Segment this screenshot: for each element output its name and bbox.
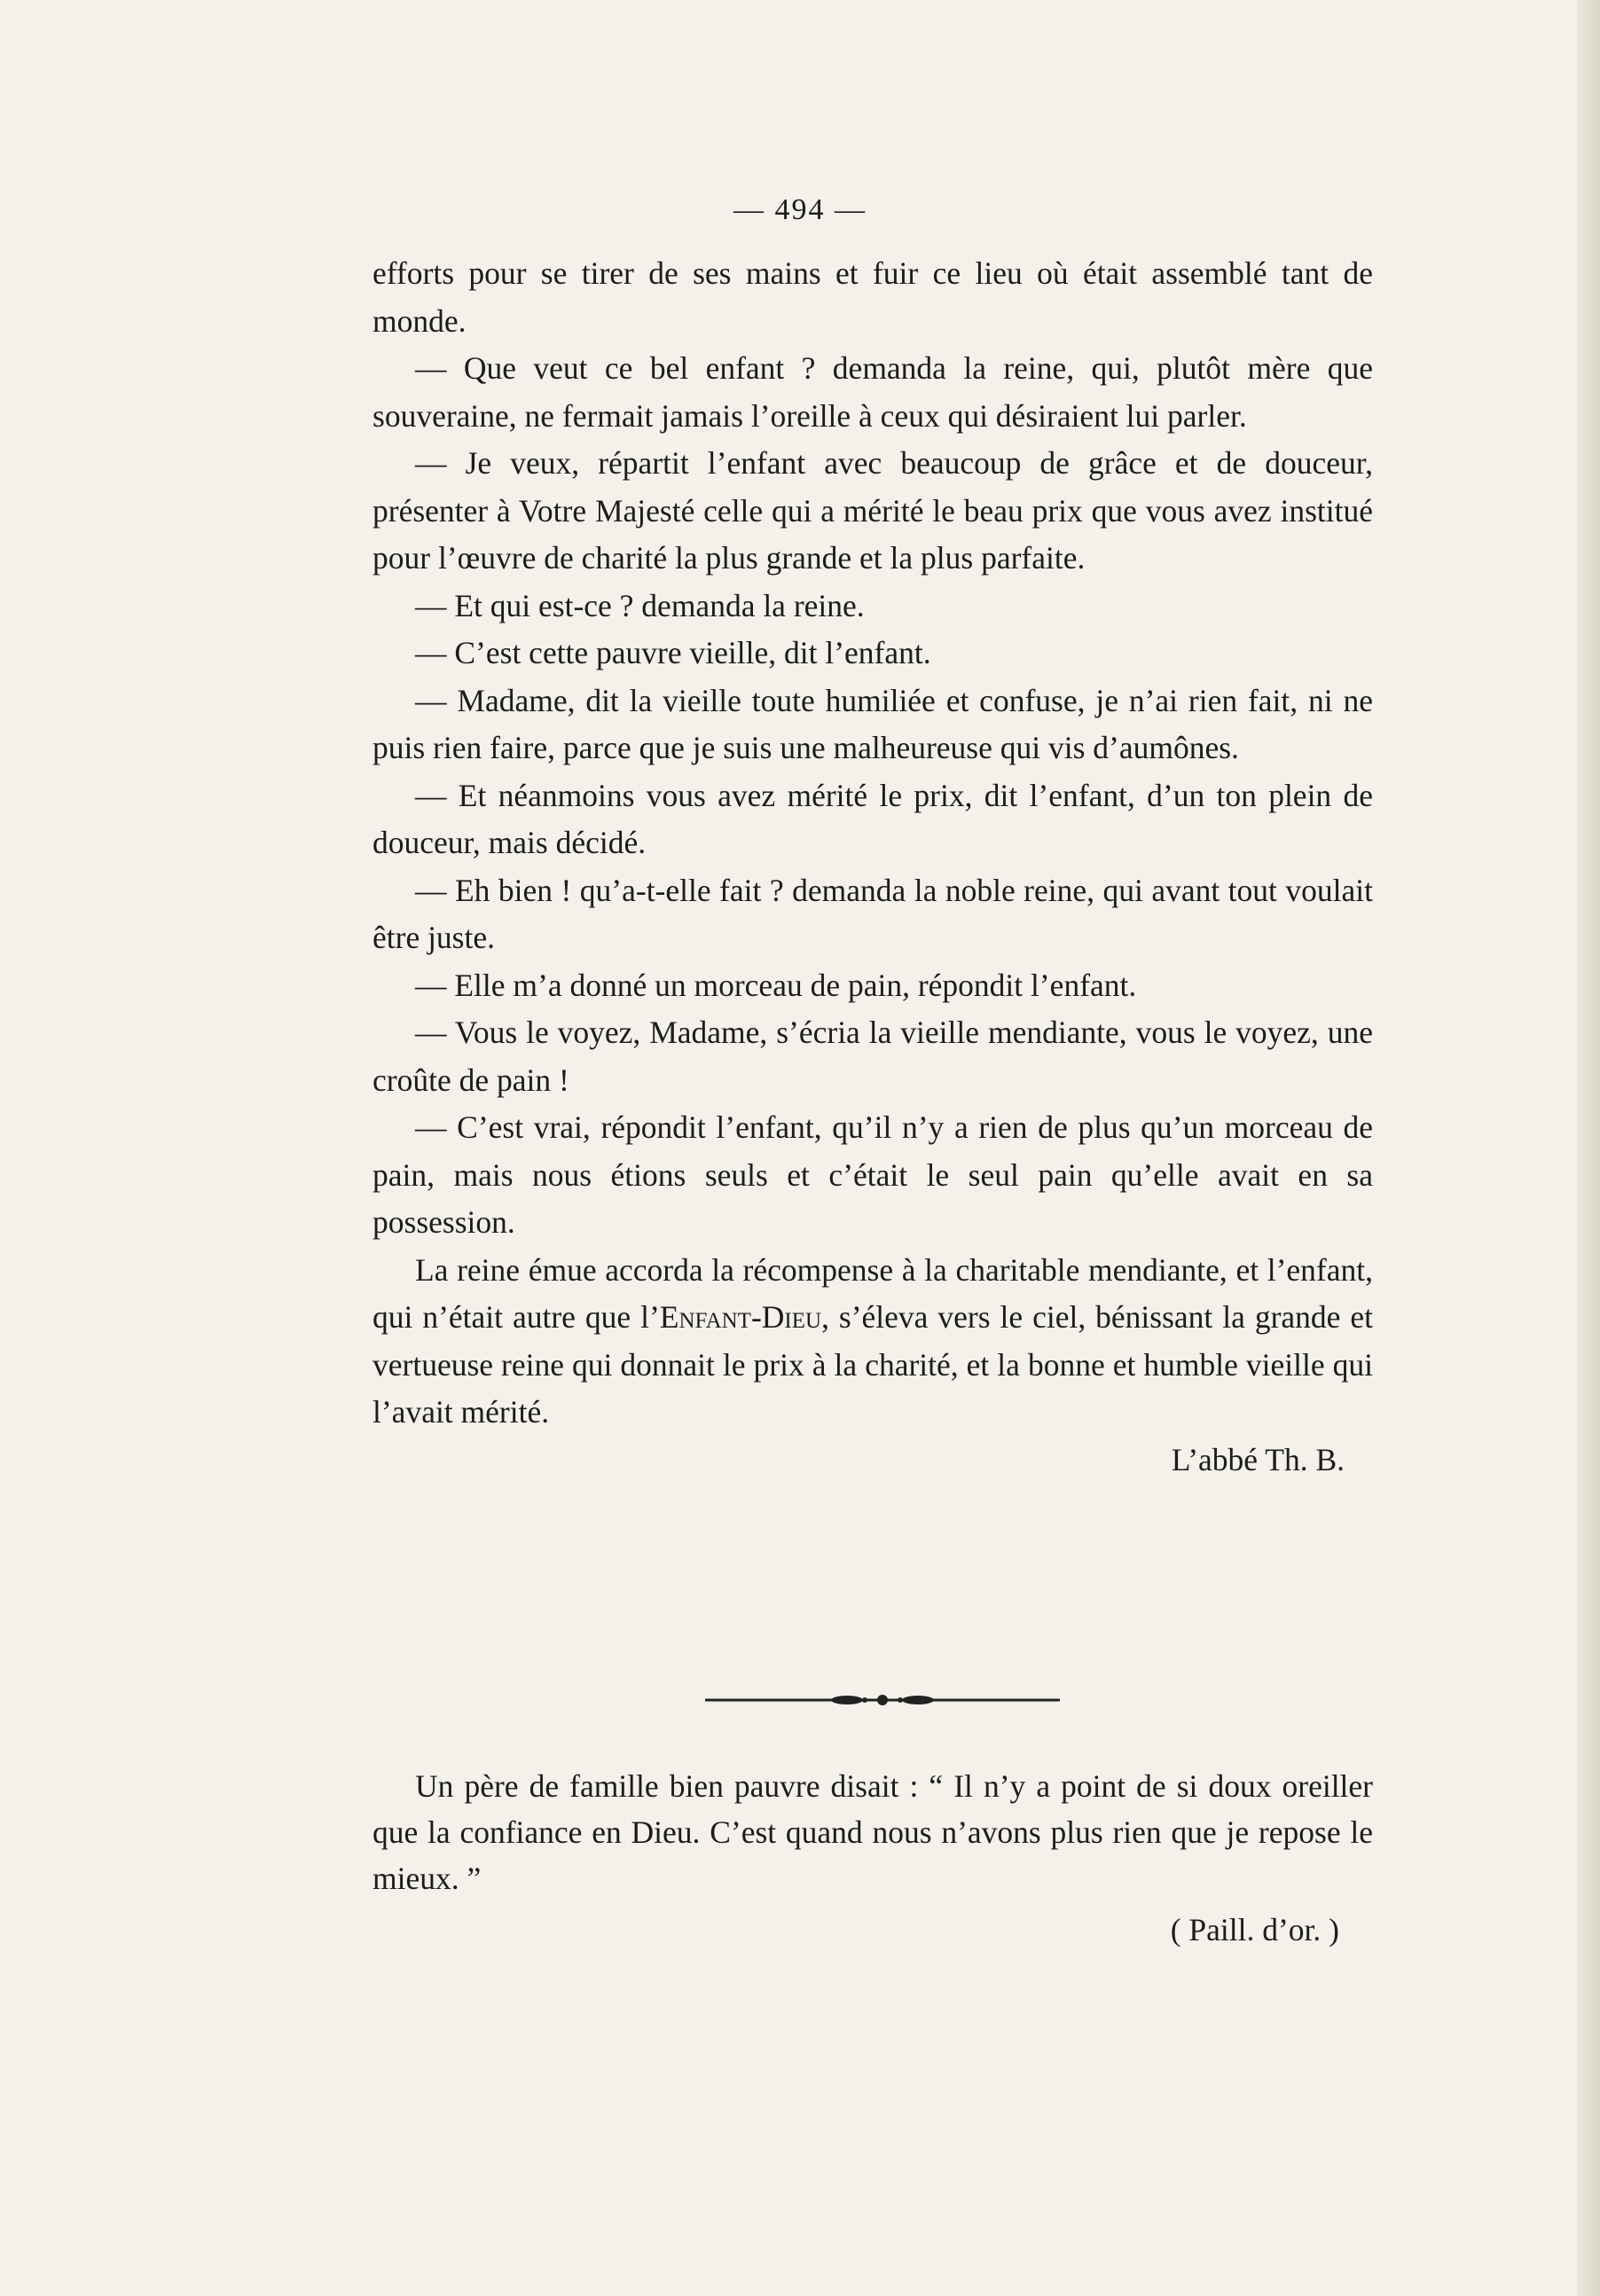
final-paragraph-start: La reine émue accorda la récompense à la charitable mendiante, et l’enfant, qui n’était autre que l’ bbox=[373, 1251, 1373, 1335]
story-paragraph: — Eh bien ! qu’a-t-elle fait ? demanda la noble reine, qui avant tout voulait être juste. bbox=[373, 872, 1373, 955]
story-text bbox=[373, 250, 1373, 1484]
story-paragraph: — Et néanmoins vous avez mérité le prix, dit l’enfant, d’un ton plein de douceur, mais décidé. bbox=[373, 777, 1373, 860]
story-paragraph: — Que veut ce bel enfant ? demanda la reine, qui, plutôt mère que souveraine, ne fermait jamais l’oreille à ceux qui désiraient lui parler. bbox=[373, 350, 1373, 434]
final-paragraph-end: , s’éleva vers le ciel, bénissant la grande et vertueuse reine qui donnait le prix à la charité, et la bonne et humble vieille qui l’avait mérité. bbox=[373, 1299, 1373, 1430]
story-paragraph: — Vous le voyez, Madame, s’écria la vieille mendiante, vous le voyez, une croûte de pain ! bbox=[373, 1015, 1373, 1098]
story-paragraph: — Je veux, répartit l’enfant avec beaucoup de grâce et de douceur, présenter à Votre Majesté celle qui a mérité le beau prix que vous avez institué pour l’œuvre de charité la plus grande et la plus parfaite. bbox=[373, 445, 1373, 576]
anecdote-source: ( Paill. d’or. ) bbox=[1170, 1912, 1339, 1947]
page-number: — 494 — bbox=[733, 193, 867, 226]
page-edge bbox=[1577, 0, 1600, 2296]
story-paragraph: — C’est vrai, répondit l’enfant, qu’il n’y a rien de plus qu’un morceau de pain, mais nous étions seuls et c’était le seul pain qu’elle avait en sa possession. bbox=[373, 1109, 1373, 1240]
author-signature: L’abbé Th. B. bbox=[1171, 1441, 1345, 1477]
story-paragraph: — C’est cette pauvre vieille, dit l’enfant. bbox=[415, 635, 931, 670]
anecdote-text: Un père de famille bien pauvre disait : “ Il n’y a point de si doux oreiller que la confiance en Dieu. C’est quand nous n’avons plus rien que je repose le mieux. ” bbox=[373, 1768, 1373, 1896]
story-paragraph: — Et qui est-ce ? demanda la reine. bbox=[415, 587, 865, 623]
ornamental-divider bbox=[705, 1687, 1060, 1713]
enfant-dieu-smallcaps: Enfant-Dieu bbox=[659, 1299, 822, 1335]
story-paragraph: efforts pour se tirer de ses mains et fuir ce lieu où était assemblé tant de monde. bbox=[373, 255, 1373, 339]
story-final-paragraph bbox=[373, 1247, 1373, 1437]
anecdote-block bbox=[373, 1763, 1373, 1953]
story-paragraph: — Madame, dit la vieille toute humiliée et confuse, je n’ai rien fait, ni ne puis rien faire, parce que je suis une malheureuse qui vis d’aumônes. bbox=[373, 682, 1373, 765]
story-paragraph: — Elle m’a donné un morceau de pain, répondit l’enfant. bbox=[415, 967, 1137, 1003]
